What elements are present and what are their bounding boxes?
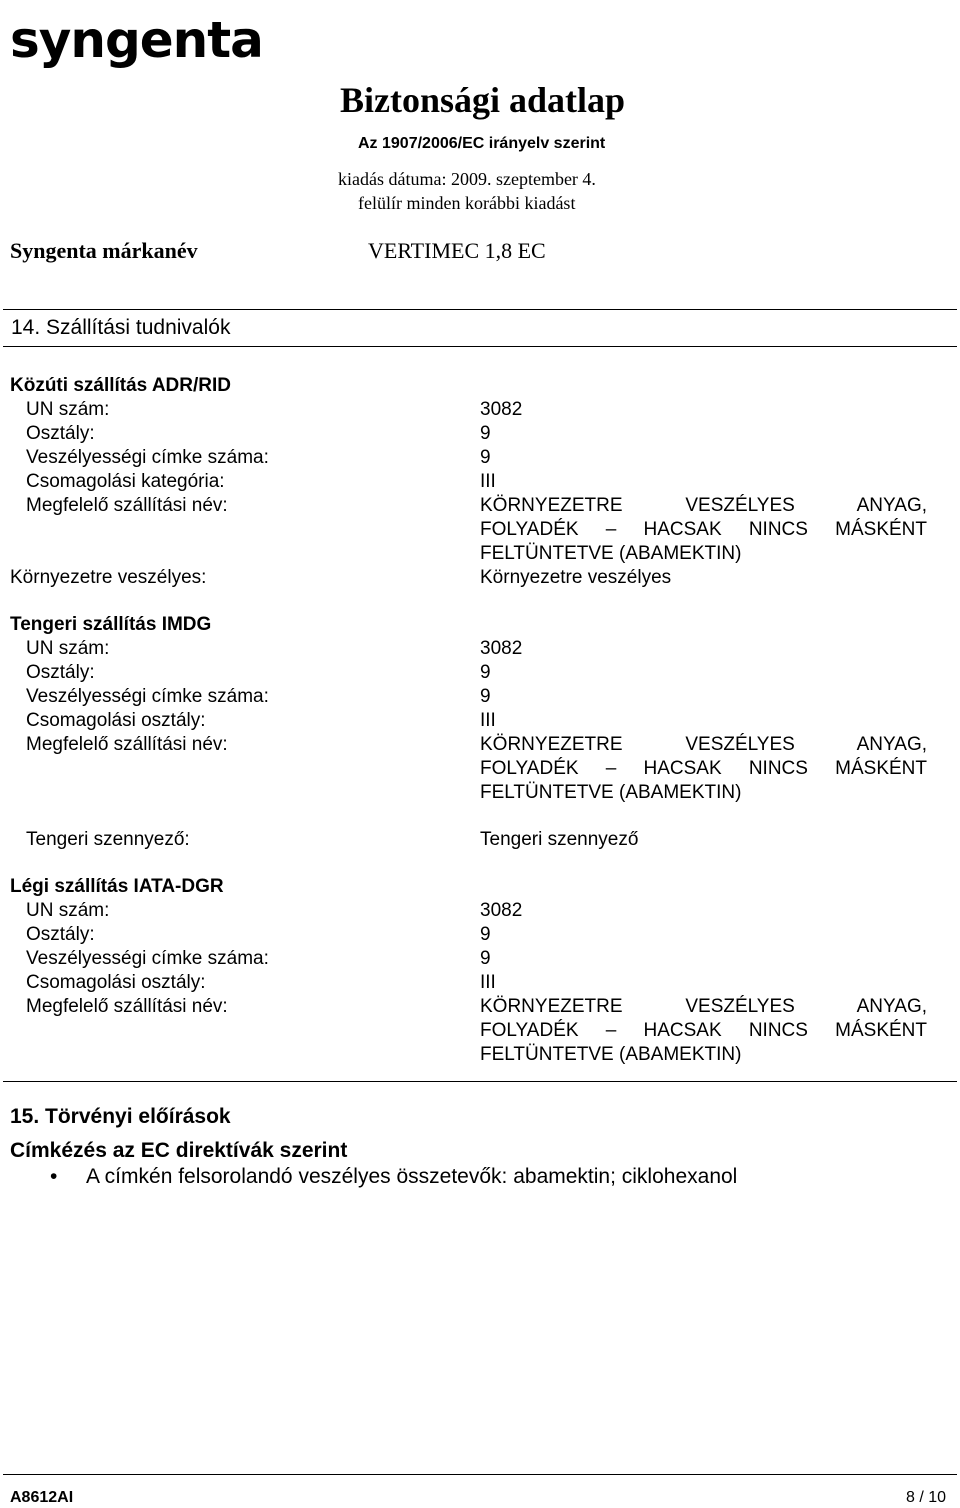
section-14-title: 14. Szállítási tudnivalók [11,316,231,339]
page-number: 8 / 10 [905,1489,946,1506]
sea-name-label: Megfelelő szállítási név: [26,734,228,755]
issue-date: kiadás dátuma: 2009. szeptember 4. [338,169,596,189]
road-hazard-label: Veszélyességi címke száma: [26,447,269,468]
labelling-bullet-text: A címkén felsorolandó veszélyes összetevők: abamektin; ciklohexanol [86,1165,738,1188]
sea-pollutant-value: Tengeri szennyező [480,829,639,850]
section-divider [3,1081,957,1082]
air-packing-value: III [480,972,496,993]
road-name-label: Megfelelő szállítási név: [26,495,228,516]
sea-class-value: 9 [480,662,491,683]
sea-name-line-1: KÖRNYEZETRE VESZÉLYES ANYAG, [480,734,927,755]
road-packing-label: Csomagolási kategória: [26,471,225,492]
air-name-line-3: FELTÜNTETVE (ABAMEKTIN) [480,1044,742,1065]
sea-name-line-2: FOLYADÉK – HACSAK NINCS MÁSKÉNT [480,758,927,779]
air-hazard-label: Veszélyességi címke száma: [26,948,269,969]
syngenta-logo: syngenta [10,11,263,69]
supersedes-note: felülír minden korábbi kiadást [358,193,576,213]
air-name-line-2: FOLYADÉK – HACSAK NINCS MÁSKÉNT [480,1020,927,1041]
sea-un-value: 3082 [480,638,523,659]
air-un-value: 3082 [480,900,523,921]
air-name-value [480,995,927,1067]
sea-transport-title: Tengeri szállítás IMDG [10,614,212,635]
sea-name-line-3: FELTÜNTETVE (ABAMEKTIN) [480,782,742,803]
section-14-header [3,309,957,347]
brand-label: Syngenta márkanév [10,238,198,263]
air-name-label: Megfelelő szállítási név: [26,996,228,1017]
road-hazard-value: 9 [480,447,491,468]
sea-pollutant-label: Tengeri szennyező: [26,829,190,850]
road-packing-value: III [480,471,496,492]
air-packing-label: Csomagolási osztály: [26,972,206,993]
road-env-label: Környezetre veszélyes: [10,567,207,588]
air-name-line-1: KÖRNYEZETRE VESZÉLYES ANYAG, [480,996,927,1017]
sea-hazard-label: Veszélyességi címke száma: [26,686,269,707]
road-class-label: Osztály: [26,423,95,444]
document-code: A8612AI [10,1489,74,1506]
road-name-line-1: KÖRNYEZETRE VESZÉLYES ANYAG, [480,495,927,516]
road-env-value: Környezetre veszélyes [480,567,672,588]
bullet-icon: • [50,1165,58,1188]
sea-hazard-value: 9 [480,686,491,707]
section-15-title: 15. Törvényi előírások [10,1105,231,1128]
road-name-value [480,494,927,566]
road-transport-title: Közúti szállítás ADR/RID [10,375,231,396]
sea-name-value [480,733,927,805]
document-title: Biztonsági adatlap [340,80,626,120]
sea-class-label: Osztály: [26,662,95,683]
road-class-value: 9 [480,423,491,444]
road-un-label: UN szám: [26,399,110,420]
sea-packing-value: III [480,710,496,731]
brand-value: VERTIMEC 1,8 EC [368,238,546,263]
road-name-line-2: FOLYADÉK – HACSAK NINCS MÁSKÉNT [480,519,927,540]
air-un-label: UN szám: [26,900,110,921]
directive-reference: Az 1907/2006/EC irányelv szerint [358,135,606,152]
air-class-label: Osztály: [26,924,95,945]
section-15-subtitle: Címkézés az EC direktívák szerint [10,1139,348,1162]
sea-un-label: UN szám: [26,638,110,659]
road-un-value: 3082 [480,399,523,420]
sea-packing-label: Csomagolási osztály: [26,710,206,731]
footer-rule [3,1474,957,1475]
air-hazard-value: 9 [480,948,491,969]
air-transport-title: Légi szállítás IATA-DGR [10,876,224,897]
road-name-line-3: FELTÜNTETVE (ABAMEKTIN) [480,543,742,564]
air-class-value: 9 [480,924,491,945]
